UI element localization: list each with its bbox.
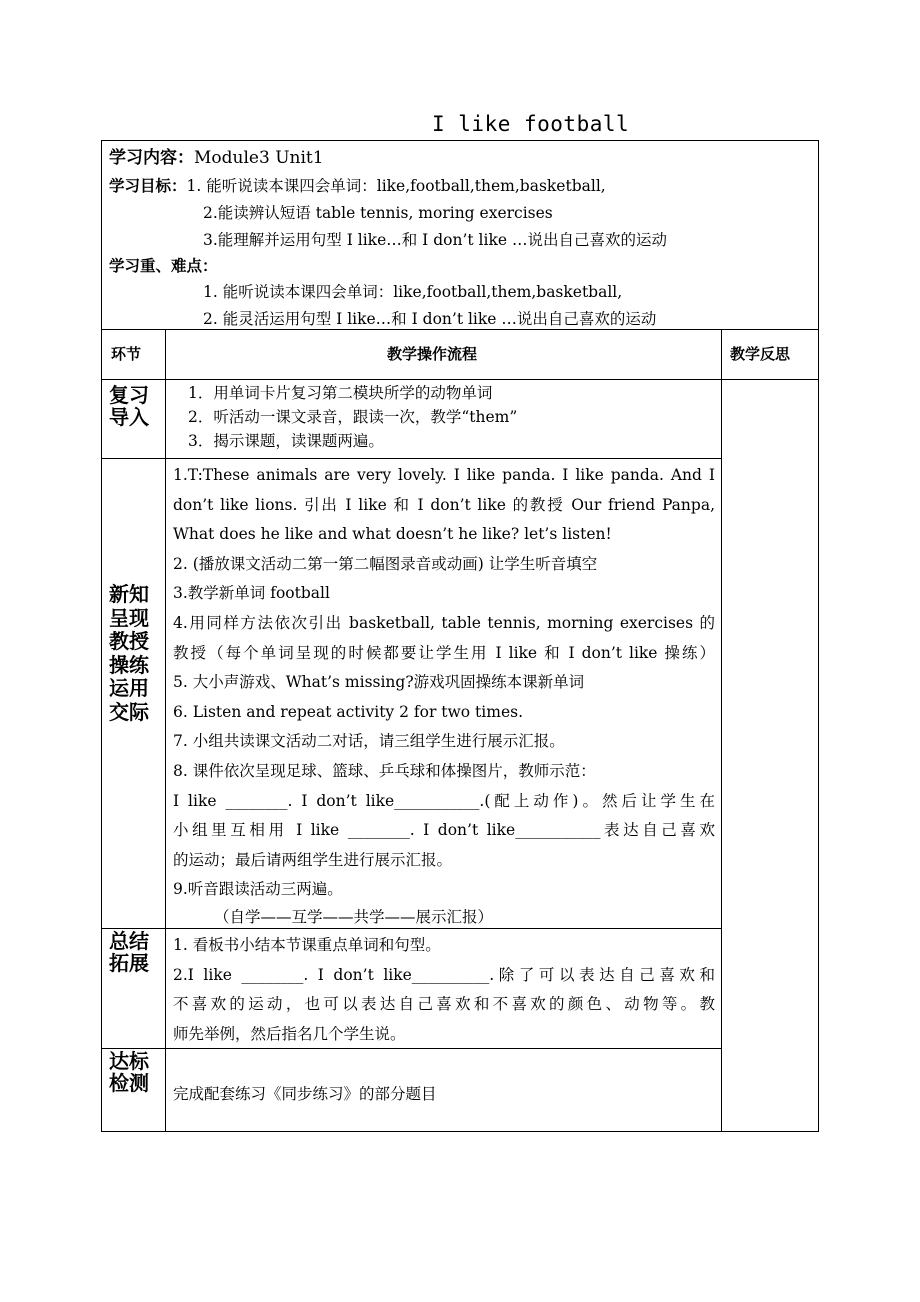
summary-line: 1. 看板书小结本节课重点单词和句型。 (173, 936, 441, 954)
summary-line: 师先举例，然后指名几个学生说。 (173, 1024, 406, 1043)
col-header-stage: 环节 (111, 345, 142, 363)
procedure-line: 1.T:These animals are very lovely. I like panda. I like panda. And I (173, 466, 715, 484)
page-title: I like football (432, 112, 630, 136)
row-divider (101, 379, 819, 380)
procedure-line: 3.教学新单词 football (173, 584, 330, 603)
procedure-line: 7. 小组共读课文活动二对话，请三组学生进行展示汇报。 (173, 732, 565, 751)
assessment-line: 完成配套练习《同步练习》的部分题目 (173, 1085, 437, 1103)
stage-assessment: 达标 检测 (109, 1049, 149, 1095)
procedure-line: （自学——互学——共学——展示汇报） (214, 908, 494, 926)
procedure-line: 8. 课件依次呈现足球、篮球、乒乓球和体操图片，教师示范： (173, 762, 596, 780)
summary-line: 2.I like ________. I don’t like__________.除了可以表达自己喜欢和 (173, 965, 715, 984)
procedure-line: 2. (播放课文活动二第一第二幅图录音或动画) 让学生听音填空 (173, 554, 598, 573)
summary-line: 不喜欢的运动，也可以表达自己喜欢和不喜欢的颜色、动物等。教 (173, 995, 715, 1014)
key-points-label: 学习重、难点： (109, 257, 218, 275)
procedure-line: 教授（每个单词呈现的时候都要让学生用 I like 和 I don’t like 操练） (173, 643, 715, 662)
procedure-line: 6. Listen and repeat activity 2 for two times. (173, 702, 523, 721)
row-divider (101, 458, 722, 459)
goals-line-1: 学习目标：1. 能听说读本课四会单词：like,football,them,basketball, (109, 177, 606, 195)
goals-line-2: 2.能读辨认短语 table tennis, moring exercises (203, 204, 553, 222)
procedure-line: What does he like and what doesn’t he like? let’s listen! (173, 525, 612, 544)
stage-summary: 总结 拓展 (109, 929, 149, 975)
review-step: 2．听活动一课文录音，跟读一次，教学“them” (188, 408, 518, 426)
key-point-2: 2. 能灵活运用句型 I like…和 I don’t like …说出自己喜欢的运动 (203, 310, 657, 328)
review-step: 1．用单词卡片复习第二模块所学的动物单词 (188, 384, 493, 402)
stage-new-knowledge: 新知 呈现 教授 操练 运用 交际 (109, 582, 149, 724)
content-line: 学习内容：Module3 Unit1 (109, 148, 324, 168)
column-divider (165, 329, 166, 1132)
procedure-line: 4.用同样方法依次引出 basketball, table tennis, morning exercises 的 (173, 614, 715, 632)
procedure-line: don’t like lions. 引出 I like 和 I don’t like 的教授 Our friend Panpa, (173, 495, 715, 514)
procedure-line: I like ________. I don’t like___________.(配上动作)。然后让学生在 (173, 791, 715, 810)
review-step: 3．揭示课题，读课题两遍。 (188, 432, 384, 450)
procedure-line: 5. 大小声游戏、What’s missing?游戏巩固操练本课新单词 (173, 673, 585, 692)
column-divider (721, 329, 722, 1132)
col-header-reflection: 教学反思 (730, 345, 791, 363)
key-point-1: 1. 能听说读本课四会单词：like,football,them,basketball, (203, 283, 623, 301)
procedure-line: 小组里互相用 I like ________. I don’t like___________表达自己喜欢 (173, 821, 715, 840)
procedure-line: 的运动；最后请两组学生进行展示汇报。 (173, 850, 453, 869)
col-header-process: 教学操作流程 (387, 345, 478, 363)
row-divider (101, 329, 819, 330)
procedure-line: 9.听音跟读活动三两遍。 (173, 880, 343, 899)
goals-line-3: 3.能理解并运用句型 I like…和 I don’t like …说出自己喜欢的运动 (203, 231, 667, 249)
stage-review: 复习 导入 (109, 383, 149, 429)
